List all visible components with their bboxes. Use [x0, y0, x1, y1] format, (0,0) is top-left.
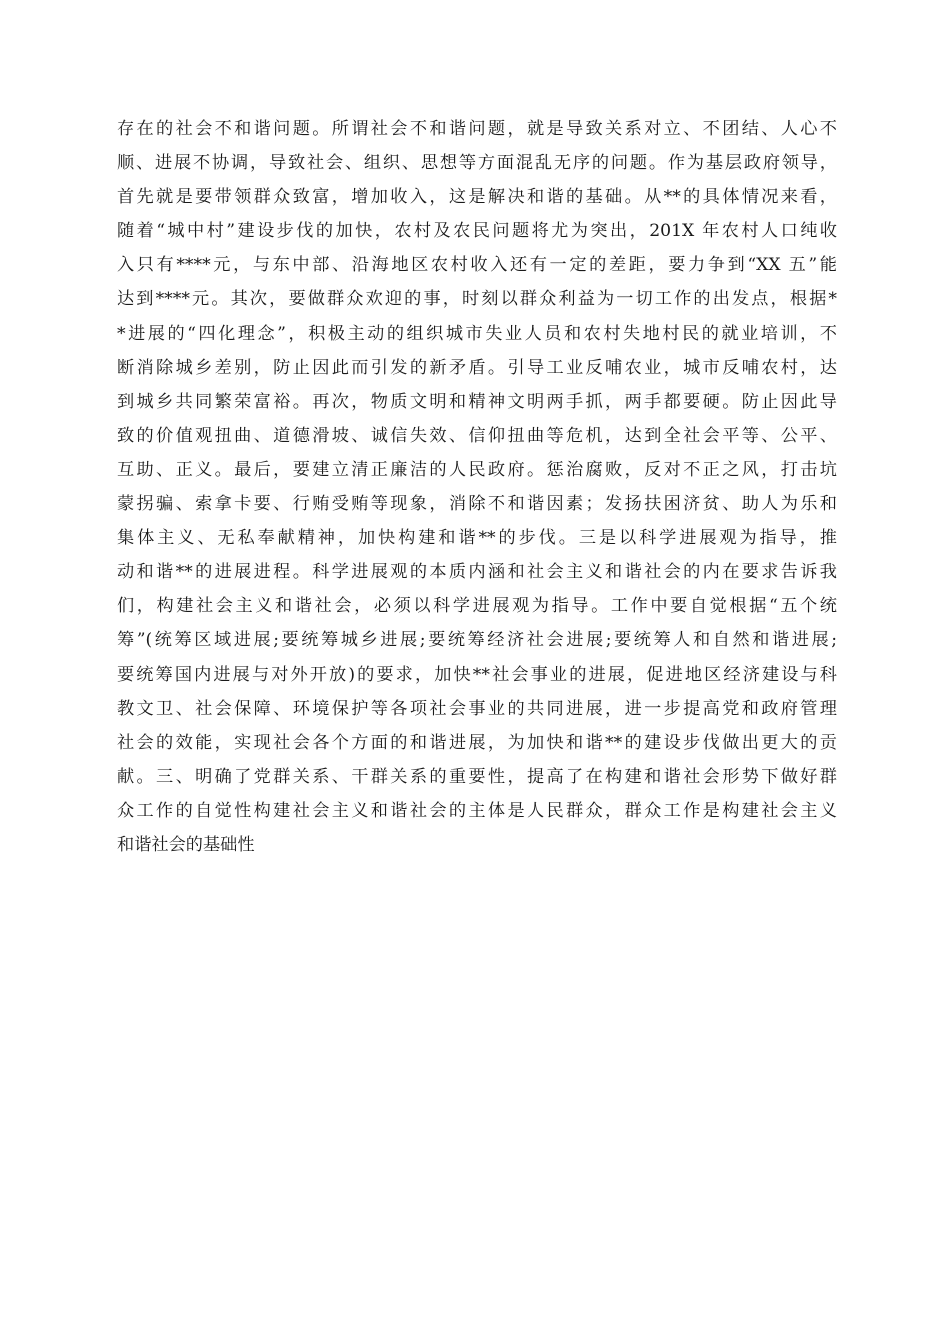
- text-line: 随着“城中村”建设步伐的加快，农村及农民问题将尤为突出，201X 年农村人口纯收: [117, 221, 837, 242]
- text-line: 们，构建社会主义和谐社会，必须以科学进展观为指导。工作中要自觉根据“五个统: [117, 596, 837, 617]
- text-line: 动和谐**的进展进程。科学进展观的本质内涵和社会主义和谐社会的内在要求告诉我: [117, 562, 837, 583]
- text-line: *进展的“四化理念”，积极主动的组织城市失业人员和农村失地村民的就业培训，不: [117, 323, 837, 344]
- text-line: 首先就是要带领群众致富，增加收入，这是解决和谐的基础。从**的具体情况来看，: [117, 187, 837, 208]
- text-line: 集体主义、无私奉献精神，加快构建和谐**的步伐。三是以科学进展观为指导，推: [117, 528, 837, 549]
- text-line: 教文卫、社会保障、环境保护等各项社会事业的共同进展，进一步提高党和政府管理: [117, 698, 837, 719]
- text-line: 蒙拐骗、索拿卡要、行贿受贿等现象，消除不和谐因素；发扬扶困济贫、助人为乐和: [117, 494, 837, 515]
- text-line: 和谐社会的基础性: [117, 834, 255, 855]
- body-paragraph: [117, 112, 837, 862]
- text-line: 筹”(统筹区域进展;要统筹城乡进展;要统筹经济社会进展;要统筹人和自然和谐进展;: [117, 630, 837, 651]
- text-line: 达到****元。其次，要做群众欢迎的事，时刻以群众利益为一切工作的出发点，根据*: [117, 289, 837, 310]
- text-line: 存在的社会不和谐问题。所谓社会不和谐问题，就是导致关系对立、不团结、人心不: [117, 119, 837, 139]
- text-line: 献。三、明确了党群关系、干群关系的重要性，提高了在构建和谐社会形势下做好群: [117, 766, 837, 787]
- text-line: 社会的效能，实现社会各个方面的和谐进展，为加快和谐**的建设步伐做出更大的贡: [117, 732, 837, 753]
- text-line: 入只有****元，与东中部、沿海地区农村收入还有一定的差距，要力争到“XX 五”能: [117, 255, 837, 276]
- text-line: 众工作的自觉性构建社会主义和谐社会的主体是人民群众，群众工作是构建社会主义: [117, 800, 837, 821]
- text-line: 断消除城乡差别，防止因此而引发的新矛盾。引导工业反哺农业，城市反哺农村，达: [117, 357, 837, 378]
- text-line: 要统筹国内进展与对外开放)的要求，加快**社会事业的进展，促进地区经济建设与科: [117, 664, 837, 685]
- text-line: 顺、进展不协调，导致社会、组织、思想等方面混乱无序的问题。作为基层政府领导，: [117, 153, 837, 174]
- text-line: 到城乡共同繁荣富裕。再次，物质文明和精神文明两手抓，两手都要硬。防止因此导: [117, 391, 837, 412]
- text-line: 互助、正义。最后，要建立清正廉洁的人民政府。惩治腐败，反对不正之风，打击坑: [117, 459, 837, 480]
- text-line: 致的价值观扭曲、道德滑坡、诚信失效、信仰扭曲等危机，达到全社会平等、公平、: [117, 425, 837, 446]
